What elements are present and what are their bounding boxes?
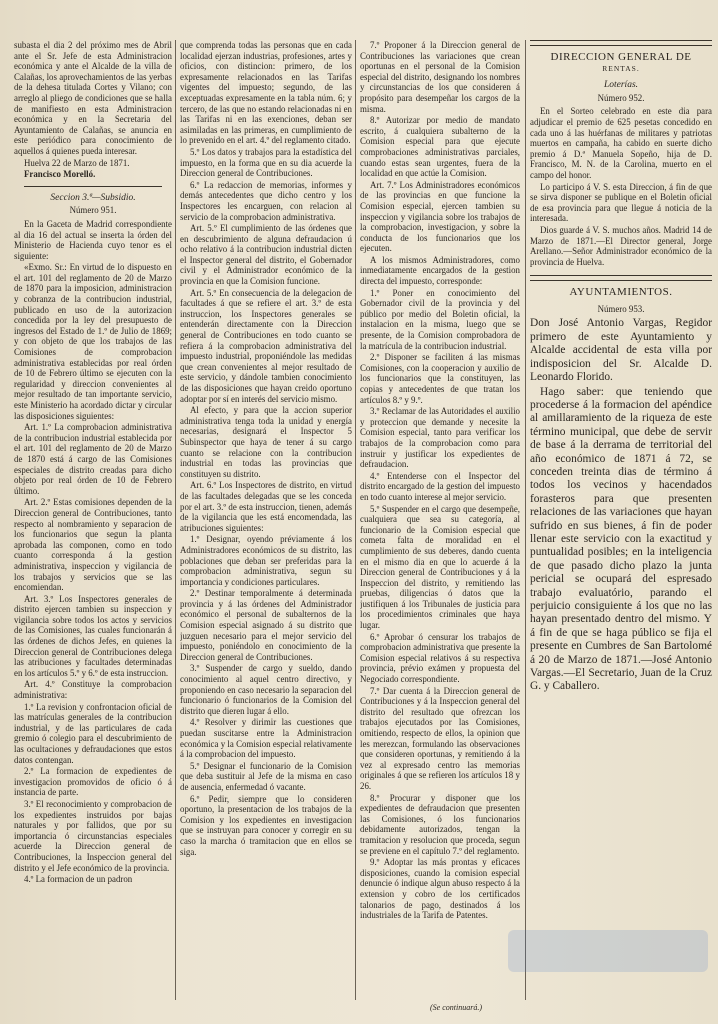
- paragraph: 3.º Reclamar de las Autoridades el auxilio y proteccion que demande y necesite la Comision especial, tanto para verificar los trabajos de la comprobacion como para instruir y justificar los expedientes de defraudacion.: [360, 406, 520, 470]
- ink-stain: [508, 930, 708, 972]
- column-rule: [355, 40, 356, 1000]
- divider: [24, 186, 162, 187]
- gaceta-paragraph: En la Gaceta de Madrid correspondiente al dia 16 del actual se inserta la órden del Ministerio de Hacienda cuyo tenor es el siguiente:: [14, 218, 172, 261]
- paragraph: 1.º Designar, oyendo préviamente á los Administradores económicos de su distrito, las poblaciones que deban ser preferidas para la comprobacion administrativa, segun su importancia y condiciones particulares.: [180, 534, 352, 587]
- article-4: Art. 4.º Constituye la comprobacion administrativa:: [14, 679, 172, 701]
- section-title: Seccion 3.ª—Subsidio.: [50, 192, 136, 203]
- item-3: 3.º El reconocimiento y comprobacion de los expedientes instruidos por bajas naturales y por fallidos, que por su importancia ó circunstancias especiales acuerde la Direccion general de Contribuciones, la Inspeccion general del distrito y el Jefe económico de la provincia.: [14, 798, 172, 873]
- paragraph: Art. 5.º El cumplimiento de las órdenes que en descubrimiento de alguna defraudacion ú ocho relativo á la contribucion industrial dicten el Inspector general del distrito, el Gobernador civil y el Administrador económico de la provincia en que la Comision funcione.: [180, 223, 352, 287]
- paragraph: 8.º Autorizar por medio de mandato escrito, á cualquiera subalterno de la Comision especial para que ejecute comprobaciones administrativas parciales, cuando estas sean urgentes, fuera de la localidad en que actúe la Comision.: [360, 115, 520, 179]
- lottery-paragraph: En el Sorteo celebrado en este dia para adjudicar el premio de 625 pesetas concedido en cada uno á las huérfanas de militares y patriotas muertos en campaña, ha cabido en suerte dicho premio á D.ª Manuela Sopeño, hija de D. Francisco, M. N. de la Carolina, muerto en el campo del honor.: [530, 106, 712, 180]
- column-2: [180, 40, 352, 1000]
- article-1: Art. 1.º La comprobacion administrativa de la contribucion industrial establecida por el art. 101 del reglamento de 20 de Marzo de 1870 está á cargo de las Comisiones especiales de distrito creadas para dicho objeto por real órden de 10 de Febrero último.: [14, 422, 172, 496]
- column-3: [360, 40, 520, 1000]
- mayor-notice: Hago saber: que teniendo que procederse á la formacion del apéndice al amillaramiento de la riqueza de este término municipal, que debe de servir de base á la derrama de territorial del año económico de 1871 á 72, se conceden treinta dias de término á todos los vecinos y hacendados forasteros para que presenten relaciones de las variaciones que hayan sufrido en sus bienes, á fin de poder llenar este servicio con la exactitud y puntualidad posibles; en la inteligencia de que pasado dicho plazo la junta pericial se ocupará del espresado trabajo evaluatório, parando el perjuicio consiguiente á los que no las hayan presentado dentro del mismo. Y á fin de que se haga público se fija el presente en Cumbres de San Bartolomé á 20 de Marzo de 1871.—José Antonio Vargas.—El Secretario, Juan de la Cruz G. y Caballero.: [530, 385, 712, 693]
- column-4: [530, 40, 712, 1000]
- lottery-signature: Dios guarde á V. S. muchos años. Madrid 14 de Marzo de 1871.—El Director general, Jorge Arellano.—Señor Administrador económico de la provincia de Huelva.: [530, 224, 712, 267]
- section-heading: AYUNTAMIENTOS.: [569, 286, 673, 299]
- signature-name: Francisco Morelló.: [24, 169, 96, 180]
- paragraph: 9.º Adoptar las más prontas y eficaces disposiciones, cuando la comision especial denuncie ó indique algun abuso respecto á la extension y cobro de los certificados talonarios de pago, destinados á los industriales de la Tarifa de Patentes.: [360, 857, 520, 921]
- notice-number: Número 951.: [69, 205, 117, 216]
- item-2: 2.º La formacion de expedientes de investigacion promovidos de oficio ó á instancia de parte.: [14, 766, 172, 798]
- paragraph: A los mismos Administradores, como inmediatamente encargados de la gestion directa del impuesto, corresponde:: [360, 254, 520, 287]
- notice-number: Número 952.: [597, 92, 645, 103]
- section-heading: DIRECCION GENERAL DE: [550, 51, 692, 63]
- section-subheading: RENTAS.: [602, 63, 640, 73]
- article-3: Art. 3.º Los Inspectores generales de distrito ejercen tambien su inspeccion y vigilancia sobre todos los actos y servicios de las Comisiones, las cuales funcionarán á las órdenes de dichos Jefes, en quienes la Direccion general de Contribuciones delega las atribuciones y facultades determinadas en los artículos 5.º y 6.º de esta instruccion.: [14, 593, 172, 678]
- subsection-title: Loterías.: [603, 80, 639, 91]
- paragraph: 3.º Suspender de cargo y sueldo, dando conocimiento al aquel centro directivo, y proponiendo en caso necesario la separacion del funcionario ó funcionarios de la Comision del distrito que dieren lugar á ello.: [180, 663, 352, 716]
- order-intro: «Exmo. Sr.: En virtud de lo dispuesto en el art. 101 del reglamento de 20 de Marzo de 1870 para la imposicion, administracion y cobranza de la contribucion industrial, publicado en uso de la autorizacion concedida por la ley del presupuesto de ingresos del Estado de 1.º de Julio de 1869; y con objeto de que los trabajos de las Comisiones de comprobacion administrativa establecidas por real órden de 10 de Febrero último se ejecuten con la regularidad y direccion convenientes al mejor resultado de tan importante servicio, este Ministerio ha acordado dictar y circular las disposiciones siguientes:: [14, 262, 172, 421]
- paragraph: 6.º Aprobar ó censurar los trabajos de comprobacion administrativa que presente la Comision especial relativos á su respectiva provincia, prévio exámen y propuesta del Negociado correspondiente.: [360, 631, 520, 685]
- paragraph: 5.º Los datos y trabajos para la estadística del impuesto, en la forma que en su dia acuerde la Direccion general de Contribuciones.: [180, 146, 352, 179]
- paragraph: 1.º Poner en conocimiento del Gobernador civil de la provincia y del público por medio del Boletin oficial, la instalacion en la misma, luego que se presente, de la Comision comprobadora de la matrícula de la contribucion industrial.: [360, 287, 520, 351]
- paragraph: 7.º Proponer á la Direccion general de Contribuciones las variaciones que crean oportunas en el personal de la Comision especial del distrito, designando los nombres y circunstancias de los que consideren á propósito para desempeñar los cargos de la misma.: [360, 40, 520, 114]
- item-1: 1.º La revision y confrontacion oficial de las matrículas generales de la contribucion industrial, y de las particulares de cada gremio ó colegio para el descubrimiento de las ocultaciones y defraudaciones que estos datos contengan.: [14, 701, 172, 765]
- signature-date: Huelva 22 de Marzo de 1871.: [24, 157, 130, 168]
- column-rule: [525, 40, 526, 1000]
- paragraph: 6.º Pedir, siempre que lo consideren oportuno, la presentacion de los trabajos de la Comision y los expedientes en investigacion que se instruyan para conocer y corregir en su caso la marcha ó tramitacion que en ellos se siga.: [180, 793, 352, 857]
- item-4: 4.º La formacion de un padron: [24, 874, 133, 885]
- paragraph: 2.º Disponer se faciliten á las mismas Comisiones, con la cooperacion y auxilio de los funcionarios que la constituyen, las copias y antecedentes de que tratan los artículos 8.º y 9.º.: [360, 352, 520, 405]
- double-rule: [530, 275, 712, 281]
- paragraph: que comprenda todas las personas que en cada localidad ejerzan industrias, profesiones, artes y oficios, con distincion: primero, de los expresamente relacionados en las Tarifas vigentes del impuesto; segundo, de las exceptuadas expresamente en la tabla núm. 6; y tercero, de las que no estando relacionadas ni en las Tarifas ni en las exenciones, deban ser asimiladas en las primeras, en cumplimiento de lo prevenido en el art. 4.º del reglamento citado.: [180, 40, 352, 146]
- paragraph: 4.º Resolver y dirimir las cuestiones que puedan suscitarse entre la Administracion económica y la Comision especial relativamente á la comprobacion del impuesto.: [180, 717, 352, 760]
- paragraph: 4.º Entenderse con el Inspector del distrito encargado de la gestion del impuesto en todo cuanto interese al mejor servicio.: [360, 470, 520, 502]
- paragraph: 6.º La redaccion de memorias, informes y demás antecedentes que dicho centro y los Inspectores les encarguen, con relacion al servicio de la comprobacion administrativa.: [180, 179, 352, 222]
- paragraph: 7.º Dar cuenta á la Direccion general de Contribuciones y á la Inspeccion general del distrito del resultado que ofrezcan los trabajos ejecutados por las Comisiones, omitiendo, respecto de ellos, la opinion que les merezcan, formulando las observaciones que consideren oportunas, y remitiendo á la vez al expresado centro las memorias originales á que se refieren los artículos 18 y 26.: [360, 685, 520, 791]
- paragraph: 5.º Designar el funcionario de la Comision que deba sustituir al Jefe de la misma en caso de ausencia, enfermedad ó vacante.: [180, 760, 352, 792]
- column-1: [14, 40, 172, 1000]
- double-rule: [530, 40, 712, 46]
- paragraph: Al efecto, y para que la accion superior administrativa tenga toda la unidad y energía necesarias, designará el Inspector 5 Subinspector que haya de tener á su cargo cuanto se relacione con la contribucion industrial en todas las provincias que constituyen su distrito.: [180, 405, 352, 479]
- auction-notice: subasta el dia 2 del próximo mes de Abril ante el Sr. Jefe de esta Administracion económica y ante el Alcalde de la villa de Calañas, los aprovechamientos de las yerbas de la dehesa titulada Cortes y Vilano; con arreglo al pliego de condiciones que se halla de manifiesto en esta Administracion económica y en la Secretaria del Ayuntamiento de Calañas, se anuncia en este periódico para conocimiento de aquellos á quienes pueda interesar.: [14, 40, 172, 156]
- mayor-intro: Don José Antonio Vargas, Regidor primero de este Ayuntamiento y Alcalde accidental de esta villa por indisposicion del Sr. Alcalde D. Leonardo Florido.: [530, 317, 712, 384]
- continued-note: (Se continuará.): [430, 1003, 482, 1012]
- paragraph: Art. 7.º Los Administradores económicos de las provincias en que funcione la Comision especial, ejercen tambien su inspeccion y vigilancia sobre los trabajos de la comprobacion, investigacion, y sobre la conducta de los funcionarios que los ejecuten.: [360, 179, 520, 254]
- paragraph: 5.º Suspender en el cargo que desempeñe, cualquiera que sea su categoría, al funcionario de la Comision especial que cometa falta de moralidad en el cumplimiento de sus deberes, dando cuenta en el mismo dia en que lo acuerde á la Direccion general de Contribuciones y á la Inspeccion del distrito, y remitiendo las pruebas, diligencias ó datos que la justifiquen á los Tribunales de justicia para los procedimientos criminales que haya lugar.: [360, 503, 520, 631]
- paragraph: Art. 6.º Los Inspectores de distrito, en virtud de las facultades delegadas que se les conceda por el art. 3.º de esta instruccion, tienen, además de la vigilancia que les está encomendada, las atribuciones siguientes:: [180, 480, 352, 533]
- column-rule: [175, 40, 176, 1000]
- paragraph: 8.º Procurar y disponer que los expedientes de defraudacion que presenten las Comisiones, ó los funcionarios debidamente autorizados, tengan la tramitacion y resolucion que proceda, segun se previene en el capítulo 7.º del reglamento.: [360, 792, 520, 856]
- paragraph: Art. 5.º En consecuencia de la delegacion de facultades á que se refiere el art. 3.º de esta instruccion, los Inspectores generales se entenderán directamente con la Direccion general de Contribuciones en todo cuanto se refiera á la comprobacion administrativa del impuesto industrial, proponiéndole las medidas que crean convenientes al mejor resultado de este servicio, y dándole tambien conocimiento de las disposiciones que hayan creido oportuno adoptar por sí en interés del servicio mismo.: [180, 287, 352, 404]
- notice-number: Número 953.: [597, 303, 645, 314]
- paragraph: 2.º Destinar temporalmente á determinada provincia y á las órdenes del Administrador económico el personal de subalternos de la Comision especial asignado á su distrito que juzguen necesario para el mejor servicio del impuesto, poniéndolo en conocimiento de la Direccion general de Contribuciones.: [180, 588, 352, 662]
- lottery-paragraph: Lo participo á V. S. esta Direccion, á fin de que se sirva disponer se publique en el Boletin oficial de esa provincia para que llegue á noticia de la interesada.: [530, 181, 712, 224]
- article-2: Art. 2.º Estas comisiones dependen de la Direccion general de Contribuciones, tanto respecto al nombramiento y separacion de los funcionarios que segun la planta aprobada las componen, como en todo cuanto corresponda á la gestion administrativa, inspeccion y vigilancia de los trabajos y servicios que se las encomiendan.: [14, 497, 172, 593]
